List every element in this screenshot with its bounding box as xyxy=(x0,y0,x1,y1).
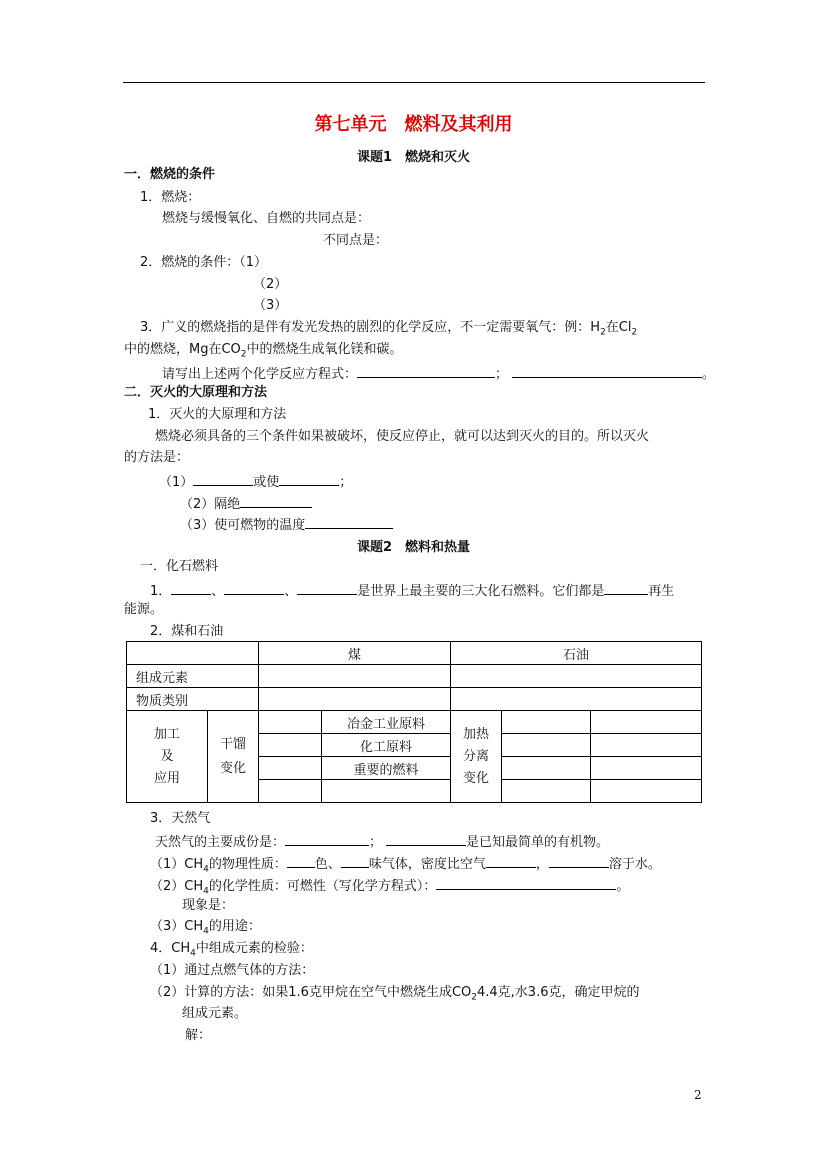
text-line: 燃烧必须具备的三个条件如果被破坏，使反应停止，就可以达到灭火的目的。所以灭火 xyxy=(155,429,650,444)
table-cell xyxy=(591,711,702,734)
text-line: （3）使可燃物的温度 xyxy=(180,514,393,535)
table-cell xyxy=(259,711,322,734)
text-line: 解： xyxy=(185,1028,212,1043)
text-line: （1） 或使 ； xyxy=(159,471,352,492)
row-label: 物质类别 xyxy=(127,688,259,711)
section-heading: 一．化石燃料 xyxy=(140,559,219,574)
text-line: 燃烧与缓慢氧化、自燃的共同点是： xyxy=(162,211,371,226)
text-line: 4．$CH_4$中组成元素的检验： xyxy=(150,941,313,959)
header-rule xyxy=(123,82,705,83)
text-line: $(3)CH_4$的用途： xyxy=(150,919,261,937)
distillation-label: 干馏 变化 xyxy=(208,711,259,803)
text-line: 1．灭火的大原理和方法 xyxy=(148,407,287,422)
table-cell xyxy=(127,642,259,665)
text-line: 1． 、 、 是世界上最主要的三大化石燃料。它们都是 再生 xyxy=(150,580,674,601)
product-label: 冶金工业原料 xyxy=(322,711,451,734)
text-line: 现象是： xyxy=(182,898,235,913)
table-cell xyxy=(451,665,702,688)
table-cell xyxy=(502,711,591,734)
product-label: 化工原料 xyxy=(322,734,451,757)
text-line: $(2)CH_4$的化学性质：可燃性（写化学方程式）： 。 xyxy=(150,875,629,901)
row-label: 组成元素 xyxy=(127,665,259,688)
table-cell xyxy=(591,734,702,757)
text-line: （1）通过点燃气体的方法： xyxy=(150,963,315,978)
row-label: 加工 及 应用 xyxy=(127,711,208,803)
table-cell xyxy=(259,734,322,757)
section-heading: 二．灭火的大原理和方法 xyxy=(124,385,268,400)
heat-separation-label: 加热 分离 变化 xyxy=(451,711,502,803)
text-line: （2）隔绝 xyxy=(180,493,312,514)
table-cell xyxy=(259,665,451,688)
unit-title: 第七单元 燃料及其利用 xyxy=(314,114,513,135)
text-line: 天然气的主要成份是： ； 是已知最简单的有机物。 xyxy=(155,831,609,852)
table-cell xyxy=(502,757,591,780)
table-cell xyxy=(322,780,451,803)
text-line: （2） xyxy=(253,277,288,292)
table-cell xyxy=(259,780,322,803)
text-line: 组成元素。 xyxy=(182,1006,248,1021)
lesson1-title: 课题1 燃烧和灭火 xyxy=(356,150,471,165)
text-line: $(1)CH_4$的物理性质： 色、 味气体，密度比空气 ， 溶于水。 xyxy=(150,853,661,879)
table-cell xyxy=(259,688,451,711)
coal-oil-table xyxy=(126,641,702,803)
text-line: （3） xyxy=(253,298,288,313)
page-number: 2 xyxy=(694,1088,702,1102)
table-cell xyxy=(259,757,322,780)
text-line: 请写出上述两个化学反应方程式： ； 。 xyxy=(162,363,715,384)
text-line: （2）计算的方法：如果1.6克甲烷在空气中燃烧生成$CO_24.4$克,水3.6克，确定甲烷的 xyxy=(150,985,640,1003)
table-cell xyxy=(502,734,591,757)
text-line: 能源。 xyxy=(124,602,164,617)
table-header-coal: 煤 xyxy=(259,642,451,665)
text-line: 2．煤和石油 xyxy=(150,624,224,639)
text-line: 3．天然气 xyxy=(150,811,211,826)
table-header-oil: 石油 xyxy=(451,642,702,665)
text-line: 不同点是： xyxy=(323,233,389,248)
lesson2-title: 课题2 燃料和热量 xyxy=(356,540,471,555)
text-line: 的方法是： xyxy=(124,450,190,465)
text-line: 3．广义的燃烧指的是伴有发光发热的剧烈的化学反应，不一定需要氧气：例：$H_2$在$Cl_2$ xyxy=(140,320,638,338)
table-cell xyxy=(591,780,702,803)
product-label: 重要的燃料 xyxy=(322,757,451,780)
table-cell xyxy=(451,688,702,711)
table-cell xyxy=(502,780,591,803)
text-line: 2．燃烧的条件：（1） xyxy=(140,255,268,270)
text-line: 中的燃烧，Mg在$CO_2$中的燃烧生成氧化镁和碳。 xyxy=(124,342,403,360)
table-cell xyxy=(591,757,702,780)
section-heading: 一．燃烧的条件 xyxy=(124,167,216,182)
text-line: 1．燃烧： xyxy=(140,190,201,205)
